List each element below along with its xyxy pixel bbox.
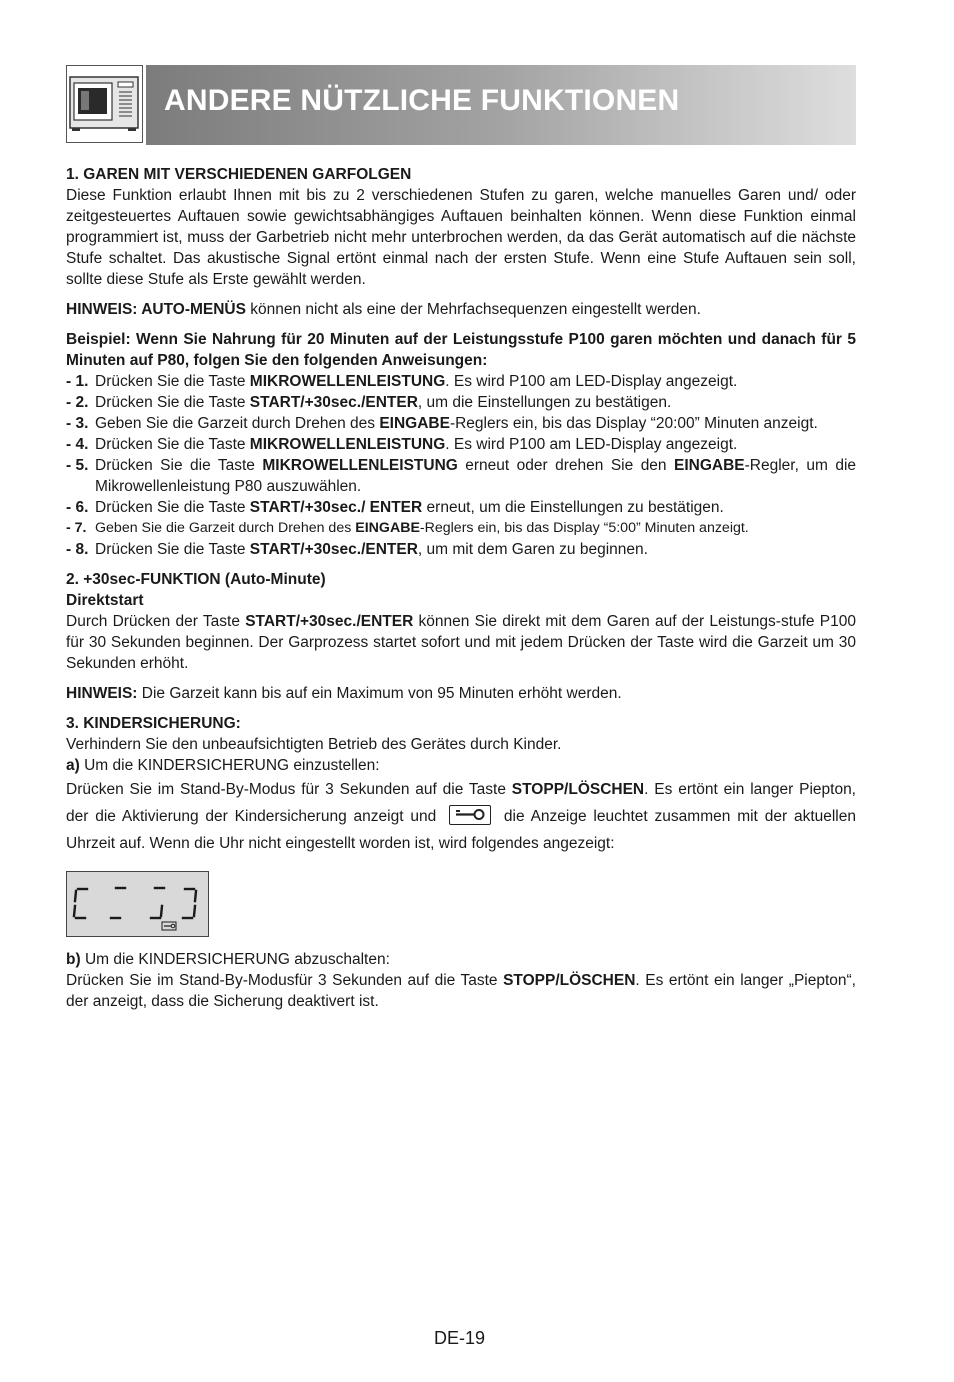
step-text: Geben Sie die Garzeit durch Drehen des <box>95 520 356 536</box>
body-text: . Es ertönt ein langer „Piepton“, der anzeigt, dass die Sicherung deaktivert ist. <box>66 972 856 1010</box>
step-number: - 8. <box>66 541 89 558</box>
step-item <box>66 518 856 539</box>
step-number: - 4. <box>66 436 89 453</box>
step-text: , um die Einstellungen zu bestätigen. <box>417 394 672 411</box>
step-text: Drücken Sie die Taste <box>95 373 250 390</box>
microwave-icon <box>66 65 143 143</box>
step-number: - 7. <box>66 520 87 536</box>
step-text: -Reglers ein, bis das Display “20:00” Minuten anzeigt. <box>449 415 818 432</box>
section-3-b-body <box>66 970 856 1012</box>
step-text: Drücken Sie die Taste <box>95 457 263 474</box>
step-keyword: START/+30sec./ENTER <box>249 394 418 411</box>
item-text: Um die KINDERSICHERUNG einzustellen: <box>79 757 380 774</box>
step-keyword: START/+30sec./ENTER <box>249 541 418 558</box>
page-content <box>66 164 856 1012</box>
step-keyword: MIKROWELLENLEISTUNG <box>249 436 446 453</box>
body-text: Drücken Sie im Stand-By-Modusfür 3 Sekunden auf die Taste <box>66 972 504 989</box>
step-number: - 5. <box>66 457 89 474</box>
section-2-note <box>66 683 856 704</box>
section-1-example: Beispiel: Wenn Sie Nahrung für 20 Minuten auf der Leistungsstufe P100 garen möchten und danach für 5 Minuten auf P80, folgen Sie den folgenden Anweisungen: <box>66 331 856 369</box>
step-text: Geben Sie die Garzeit durch Drehen des <box>95 415 380 432</box>
step-number: - 2. <box>66 394 89 411</box>
body-keyword: START/+30sec./ENTER <box>245 613 414 630</box>
step-text: Drücken Sie die Taste <box>95 436 250 453</box>
note-text: Die Garzeit kann bis auf ein Maximum von 95 Minuten erhöht werden. <box>137 685 622 702</box>
step-keyword: EINGABE <box>379 415 450 432</box>
section-2-subheading: Direktstart <box>66 592 144 609</box>
header-band <box>146 65 856 145</box>
section-1-body: Diese Funktion erlaubt Ihnen mit bis zu 2 verschiedenen Stufen zu garen, welche manuelles Garen und/ oder zeitgesteuertes Auftauen sowie gewichtsabhängiges Auftauen beinhalten können. Wenn diese Funktion einmal programmiert ist, muss der Garbetrieb nicht mehr unterbrochen werden, da das Gerät automatisch auf die nächste Stufe schaltet. Das akustische Signal ertönt einmal nach der ersten Stufe. Wenn eine Stufe Auftauen sein soll, sollte diese Stufe als Erste gewählt werden. <box>66 187 856 288</box>
step-item <box>66 371 856 392</box>
body-keyword: STOPP/LÖSCHEN <box>511 781 645 798</box>
item-label: b) <box>66 951 81 968</box>
note-label: HINWEIS: AUTO-MENÜS <box>66 301 246 318</box>
lcd-display-icon <box>66 871 209 937</box>
step-number: - 3. <box>66 415 89 432</box>
section-2-heading: 2. +30sec-FUNKTION (Auto-Minute) <box>66 571 326 588</box>
step-number: - 1. <box>66 373 89 390</box>
item-label: a) <box>66 757 80 774</box>
step-number: - 6. <box>66 499 89 516</box>
step-item <box>66 413 856 434</box>
step-text: Drücken Sie die Taste <box>95 394 250 411</box>
item-text: Um die KINDERSICHERUNG abzuschalten: <box>80 951 390 968</box>
step-keyword: MIKROWELLENLEISTUNG <box>249 373 446 390</box>
step-text: erneut, um die Einstellungen zu bestätigen. <box>422 499 724 516</box>
body-text: können Sie direkt mit dem Garen auf der Leistungs-stufe P100 für 30 Sekunden beginnen. Der Garprozess startet sofort und mit jedem Drücken der Taste wird die Garzeit um 30 Sekunden erhöht. <box>66 613 856 672</box>
step-keyword: EINGABE <box>355 520 420 536</box>
page-header <box>66 65 856 145</box>
step-keyword: START/+30sec./ ENTER <box>249 499 423 516</box>
step-text: Drücken Sie die Taste <box>95 541 250 558</box>
step-keyword: MIKROWELLENLEISTUNG <box>262 457 458 474</box>
step-item <box>66 497 856 518</box>
body-text: die Anzeige leuchtet zusammen mit der aktuellen Uhrzeit auf. Wenn die Uhr nicht eingestellt worden ist, wird folgendes angezeigt: <box>66 808 856 852</box>
body-text: Drücken Sie im Stand-By-Modus für 3 Sekunden auf die Taste <box>66 781 512 798</box>
page-number: DE-19 <box>434 1328 486 1348</box>
step-item <box>66 392 856 413</box>
section-3-a-body <box>66 776 856 857</box>
note-text: können nicht als eine der Mehrfachsequenzen eingestellt werden. <box>245 301 701 318</box>
page-title: ANDERE NÜTZLICHE FUNKTIONEN <box>164 84 680 117</box>
section-3-b-title <box>66 949 856 970</box>
section-1-heading: 1. GAREN MIT VERSCHIEDENEN GARFOLGEN <box>66 166 412 183</box>
body-text: Durch Drücken der Taste <box>66 613 246 630</box>
step-item <box>66 455 856 497</box>
key-lock-icon <box>449 805 491 825</box>
section-3-a-title <box>66 755 856 776</box>
step-text: -Reglers ein, bis das Display “5:00” Minuten anzeigt. <box>419 520 749 536</box>
section-3-heading: 3. KINDERSICHERUNG: <box>66 715 241 732</box>
section-1-note <box>66 299 856 320</box>
step-text: Drücken Sie die Taste <box>95 499 250 516</box>
body-keyword: STOPP/LÖSCHEN <box>503 972 636 989</box>
step-item <box>66 539 856 560</box>
section-2-body <box>66 611 856 674</box>
step-keyword: EINGABE <box>674 457 745 474</box>
step-text: -Regler, um die Mikrowellenleistung P80 auszuwählen. <box>95 457 857 495</box>
section-3-intro: Verhindern Sie den unbeaufsichtigten Betrieb des Gerätes durch Kinder. <box>66 736 562 753</box>
body-text: . Es ertönt ein langer Piepton, der die Aktivierung der Kindersicherung anzeigt und <box>66 781 856 825</box>
step-text: . Es wird P100 am LED-Display angezeigt. <box>445 373 738 390</box>
step-text: , um mit dem Garen zu beginnen. <box>417 541 648 558</box>
step-text: . Es wird P100 am LED-Display angezeigt. <box>445 436 738 453</box>
step-item <box>66 434 856 455</box>
note-label: HINWEIS: <box>66 685 138 702</box>
step-text: erneut oder drehen Sie den <box>457 457 674 474</box>
